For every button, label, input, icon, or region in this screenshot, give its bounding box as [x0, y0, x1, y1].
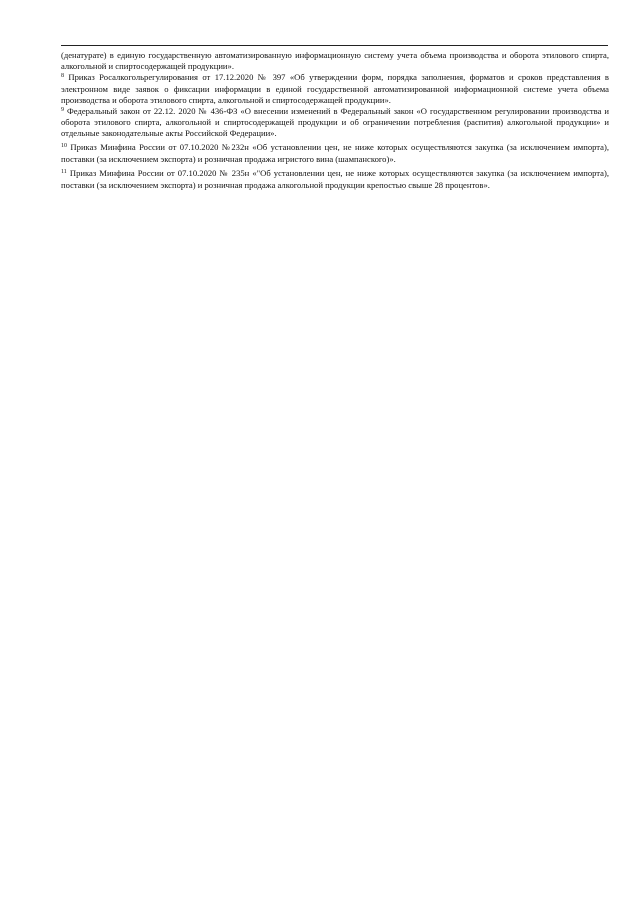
footnote-10	[61, 141, 609, 166]
footnote-8	[61, 72, 609, 106]
footnote-text: Приказ Росалкогольрегулирования от 17.12.2020 № 397 «Об утверждении форм, порядка заполнения, форматов и сроков представления в электронном виде заявок о фиксации информации в единой государственной автоматизированной информационной системе учета объема производства и оборота этилового спирта, алкогольной и спиртосодержащей продукции».	[61, 72, 609, 105]
footnote-marker: 10	[61, 142, 67, 149]
footnote-text: Приказ Минфина России от 07.10.2020 № 235н «"Об установлении цен, не ниже которых осуществляются закупка (за исключением импорта), поставки (за исключением экспорта) и розничная продажа алкогольной продукции крепостью свыше 28 процентов».	[61, 167, 609, 191]
footnote-continuation: (денатурате) в единую государственную автоматизированную информационную систему учета объема производства и оборота этилового спирта, алкогольной и спиртосодержащей продукции».	[61, 50, 609, 72]
footnote-text: Федеральный закон от 22.12. 2020 № 436-ФЗ «О внесении изменений в Федеральный закон «О государственном регулировании производства и оборота этилового спирта, алкогольной и спиртосодержащей продукции и об ограничении потребления (распития) алкогольной продукции» и отдельные законодательные акты Российской Федерации».	[61, 106, 609, 139]
footnote-separator-line	[61, 45, 608, 46]
footnote-marker: 9	[61, 107, 64, 114]
footnote-11	[61, 167, 609, 192]
footnote-text: Приказ Минфина России от 07.10.2020 №232н «Об установлении цен, не ниже которых осуществляются закупка (за исключением импорта), поставки (за исключением экспорта) и розничная продажа игристого вина (шампанского)».	[61, 141, 609, 165]
footnote-marker: 8	[61, 73, 64, 80]
footnote-marker: 11	[61, 168, 67, 175]
footnote-9	[61, 106, 609, 140]
footnotes-block	[61, 50, 609, 192]
